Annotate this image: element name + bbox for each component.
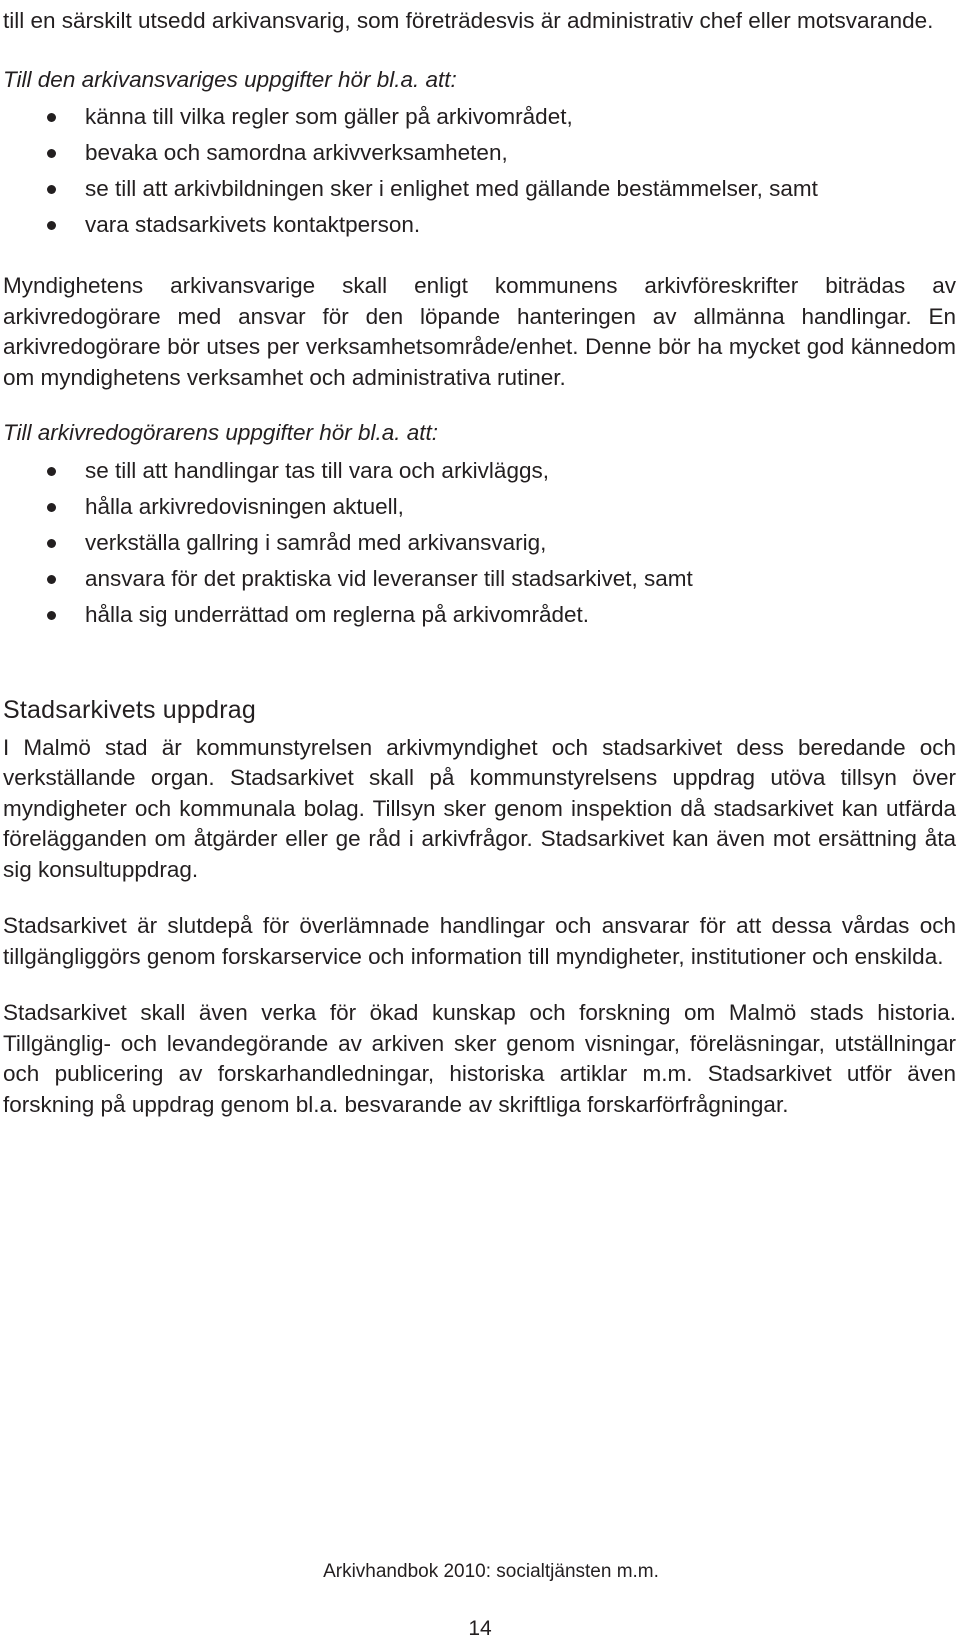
bullet-icon (47, 221, 56, 230)
list-item (3, 525, 956, 561)
list-item (3, 135, 956, 171)
list-item (3, 207, 956, 243)
arkivansvarig-list-heading: Till den arkivansvariges uppgifter hör bl.a. att: (3, 66, 457, 92)
page-content (3, 6, 956, 1120)
section-paragraph: Stadsarkivet är slutdepå för överlämnade handlingar och ansvarar för att dessa vårdas och tillgängliggörs genom forskarservice och information till myndigheter, institutioner och enskilda. (3, 913, 956, 969)
bullet-icon (47, 467, 56, 476)
list-item-text: se till att arkivbildningen sker i enlighet med gällande bestämmelser, samt (85, 176, 818, 201)
bullet-icon (47, 113, 56, 122)
list-item-text: vara stadsarkivets kontaktperson. (85, 212, 421, 237)
list-item (3, 597, 956, 633)
section-paragraph: Stadsarkivet skall även verka för ökad kunskap och forskning om Malmö stads historia. Tillgänglig- och levandegörande av arkiven sker genom visningar, föreläsningar, utställningar och publicering av forskarhandledningar, historiska artiklar m.m. Stadsarkivet utför även forskning på uppdrag genom bl.a. besvarande av skriftliga forskarförfrågningar. (3, 1000, 956, 1117)
bullet-icon (47, 611, 56, 620)
bullet-icon (47, 149, 56, 158)
list-item (3, 561, 956, 597)
list-item-text: ansvara för det praktiska vid leveranser till stadsarkivet, samt (85, 565, 693, 591)
list-item-text: hålla sig underrättad om reglerna på arkivområdet. (85, 601, 590, 627)
arkivredogorare-list-heading: Till arkivredogörarens uppgifter hör bl.a. att: (3, 420, 439, 445)
list-item-text: bevaka och samordna arkivverksamheten, (85, 140, 508, 165)
list-item-text: se till att handlingar tas till vara och arkivläggs, (85, 457, 549, 483)
arkivansvarig-duties-list (3, 99, 956, 243)
intro-paragraph: till en särskilt utsedd arkivansvarig, som företrädesvis är administrativ chef eller motsvarande. (3, 8, 934, 33)
page-number: 14 (468, 1617, 492, 1640)
bullet-icon (47, 575, 56, 584)
arkivredogorare-paragraph: Myndighetens arkivansvarige skall enligt kommunens arkivföreskrifter biträdas av arkivredogörare med ansvar för den löpande hanteringen av allmänna handlingar. En arkivredogörare bör utses per verksamhetsområde/enhet. Denne bör ha mycket god kännedom om myndighetens verksamhet och administrativa rutiner. (3, 273, 956, 390)
list-item-text: hålla arkivredovisningen aktuell, (85, 493, 404, 519)
list-item (3, 171, 956, 207)
list-item-text: verkställa gallring i samråd med arkivansvarig, (85, 529, 547, 555)
footer-title: Arkivhandbok 2010: socialtjänsten m.m. (323, 1561, 659, 1582)
section-paragraph: I Malmö stad är kommunstyrelsen arkivmyndighet och stadsarkivet dess beredande och verkställande organ. Stadsarkivet skall på kommunstyrelsens uppdrag utöva tillsyn över myndigheter och kommunala bolag. Tillsyn sker genom inspektion då stadsarkivet kan utfärda förelägganden om åtgärder eller ge råd i arkivfrågor. Stadsarkivet kan även mot ersättning åta sig konsultuppdrag. (3, 734, 956, 882)
arkivredogorare-duties-list (3, 453, 956, 633)
bullet-icon (47, 539, 56, 548)
list-item (3, 453, 956, 489)
bullet-icon (47, 503, 56, 512)
list-item (3, 99, 956, 135)
list-item-text: känna till vilka regler som gäller på arkivområdet, (85, 104, 573, 129)
bullet-icon (47, 185, 56, 194)
section-heading: Stadsarkivets uppdrag (3, 695, 256, 724)
list-item (3, 489, 956, 525)
